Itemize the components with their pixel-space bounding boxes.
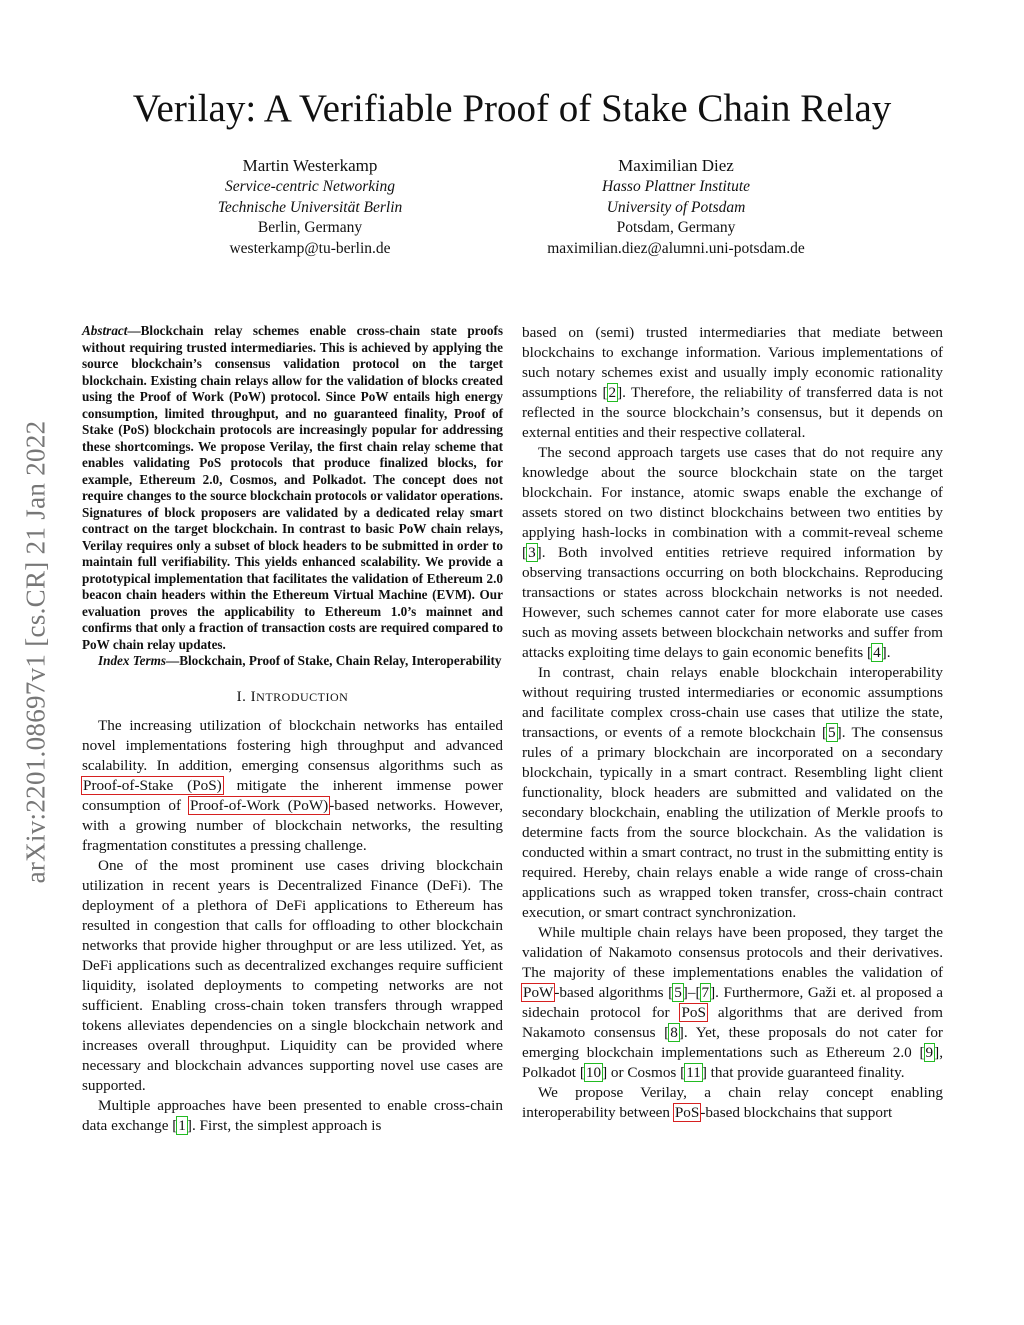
citation-link-3[interactable]: 3 [528, 544, 536, 561]
index-terms [82, 653, 503, 670]
intro-paragraph-5: In contrast, chain relays enable blockchain interoperability without requiring trusted intermediaries or economic assumptions and facilitate complex cross-chain use cases that utilize the state, transactions, or events of a remote blockchain [5]. The consensus rules of a primary blockchain are incorporated on a secondary blockchain, typically in a smart contract. Resembling light client functionality, block headers are submitted and validated on the secondary blockchain, enabling the utilization of Merkle proofs to determine facts from the source blockchain. As the validation is conducted within a smart contract, no trust in the submitting entity is required. Hereby, chain relays enable a wide range of cross-chain applications such as wrapped token transfer, cross-chain contract execution, or smart contract synchronization. [522, 664, 943, 921]
intro-paragraph-3-cont: based on (semi) trusted intermediaries that mediate between blockchains to exchange information. Various implementations of such notary schemes exist and usually imply economic rationality assumptions [2]. Therefore, the reliability of transferred data is not reflected in the source blockchain’s consensus, but it depends on external entities and their respective collateral. [522, 324, 943, 441]
author-name: Maximilian Diez [618, 156, 734, 175]
citation-link-9[interactable]: 9 [925, 1044, 934, 1061]
acronym-link-pow[interactable]: PoW [523, 984, 554, 1001]
intro-paragraph-1 [82, 716, 503, 856]
author-email[interactable]: maximilian.diez@alumni.uni-potsdam.de [547, 239, 805, 257]
author-block-1 [162, 155, 458, 259]
citation-link-1[interactable]: 1 [178, 1116, 186, 1134]
section-number: I. [236, 688, 251, 705]
index-terms-heading: Index Terms [98, 653, 167, 668]
text-run: -based networks. However, with a growing number of blockchain networks, the resulting fragmentation constitutes a pressing challenge. [82, 796, 503, 854]
text-run: Multiple approaches have been presented to enable cross-chain data exchange [82, 1096, 503, 1134]
text-run: While multiple chain relays have been proposed, they target the validation of Nakamoto consensus protocols and their derivatives. The majority of these implementations enables the validation of [522, 924, 943, 981]
abstract-text: —Blockchain relay schemes enable cross-chain state proofs without requiring trusted intermediaries. This is achieved by applying the source blockchain’s consensus validation protocol on the target blockchain. Existing chain relays allow for the validation of blocks created using the Proof of Work (PoW) protocol. Since PoW entails high energy consumption, limited throughput, and no guaranteed finality, Proof of Stake (PoS) blockchain protocols are increasingly popular for addressing these shortcomings. We propose Verilay, the first chain relay scheme that enables validating PoS protocols that produce finalized blocks, for example, Ethereum 2.0, Cosmos, and Polkadot. The concept does not require changes to the source blockchain protocols or validator operations. Signatures of block proposers are validated by a dedicated relay smart contract on the target blockchain. In contrast to basic PoW chain relays, Verilay requires only a subset of block headers to be submitted in order to maintain full verifiability. This yields enhanced scalability. We provide a prototypical implementation that facilitates the validation of Ethereum 2.0 beacon chain headers within the Ethereum Virtual Machine (EVM). Our evaluation proves the applicability to Ethereum 1.0’s mainnet and confirms that only a fraction of transaction costs are required compared to PoW chain relay updates. [82, 323, 503, 652]
acronym-link-pow[interactable]: Proof-of-Work (PoW) [189, 796, 329, 814]
left-column [82, 323, 503, 1136]
text-run: . Furthermore, Gaži et. al proposed a sidechain protocol for [522, 984, 943, 1021]
text-run: – [687, 984, 696, 1001]
section-heading-introduction [82, 689, 503, 706]
acronym-link-pos[interactable]: Proof-of-Stake (PoS) [83, 776, 222, 794]
text-run: We propose Verilay, a chain relay concept enabling interoperability between [522, 1084, 943, 1121]
citation-link-2[interactable]: 2 [608, 384, 617, 401]
acronym-link-pos[interactable]: PoS [674, 1104, 700, 1121]
text-run: algorithms that are derived from Nakamoto consensus [522, 1004, 943, 1041]
author-block-2 [527, 155, 825, 259]
abstract-heading: Abstract [82, 323, 128, 338]
text-run: . [886, 644, 891, 661]
intro-paragraph-6: While multiple chain relays have been proposed, they target the validation of Nakamoto consensus protocols and their derivatives. The majority of these implementations enables the validation of PoW-based algorithms [5]–[7]. Furthermore, Gaži et. al proposed a sidechain protocol for PoS algorithms that are derived from Nakamoto consensus [8]. Yet, these proposals do not cater for emerging blockchain implementations such as Ethereum 2.0 [9], Polkadot [10] or Cosmos [11] that provide guaranteed finality. [522, 924, 943, 1081]
text-run: -based algorithms [554, 984, 669, 1001]
section-title-initial: I [250, 688, 257, 705]
text-run: , Polkadot [522, 1044, 943, 1081]
abstract [82, 323, 503, 653]
text-run: The increasing utilization of blockchain networks has entailed novel implementations fostering high throughput and advanced scalability. In addition, emerging consensus algorithms such as [82, 716, 503, 774]
author-organization: Technische Universität Berlin [217, 198, 403, 216]
intro-paragraph-4: The second approach targets use cases that do not require any knowledge about the source blockchain state on the target blockchain. For instance, atomic swaps enable the exchange of assets stored on two distinct blockchains between two entities by applying hash-locks in combination with a commit-reveal scheme [3]. Both involved entities retrieve required information by observing transactions occurring on both blockchains. Reproducing transactions or states across blockchain networks is not needed. However, such schemes cannot cater for more elaborate use cases such as moving assets between blockchain networks and suffer from attacks exploiting time delays to gain economic benefits [4]. [522, 444, 943, 661]
text-run: The second approach targets use cases that do not require any knowledge about the source blockchain state on the target blockchain. For instance, atomic swaps enable the exchange of assets stored on two distinct blockchains between two entities by applying hash-locks in combination with a commit-reveal scheme [522, 444, 943, 541]
text-run: In contrast, chain relays enable blockchain interoperability without requiring trusted intermediaries or economic assumptions and facilitate complex cross-chain use cases that utilize the state, transactions, or events of a remote blockchain [522, 664, 943, 741]
intro-paragraph-3: Multiple approaches have been presented to enable cross-chain data exchange [1]. First, the simplest approach is [82, 1096, 503, 1134]
author-email[interactable]: westerkamp@tu-berlin.de [229, 239, 391, 257]
paper-title: Verilay: A Verifiable Proof of Stake Chain Relay [132, 87, 892, 130]
author-location: Berlin, Germany [257, 219, 363, 236]
author-location: Potsdam, Germany [616, 219, 736, 236]
index-terms-text: —Blockchain, Proof of Stake, Chain Relay, Interoperability [166, 653, 502, 668]
citation-link-4[interactable]: 4 [873, 644, 881, 661]
author-department: Hasso Plattner Institute [601, 178, 751, 195]
acronym-link-pos[interactable]: PoS [681, 1004, 706, 1021]
text-run: . Yet, these proposals do not cater for emerging blockchain implementations such as Ethereum 2.0 [522, 1024, 943, 1061]
author-organization: University of Potsdam [606, 198, 746, 216]
text-run: mitigate the inherent immense power consumption of [82, 776, 504, 814]
text-run: . First, the simplest approach is [191, 1116, 382, 1134]
intro-paragraph-7 [522, 1083, 943, 1123]
citation-link-5[interactable]: 5 [828, 724, 836, 741]
author-name: Martin Westerkamp [242, 156, 378, 175]
author-department: Service-centric Networking [224, 178, 395, 195]
text-run: that provide guaranteed finality. [706, 1064, 905, 1081]
text-run: -based blockchains that support [700, 1104, 893, 1121]
right-column [522, 323, 943, 1123]
text-run: or Cosmos [607, 1064, 681, 1081]
text-run: . The consensus rules of a primary blockchain are incorporated on a secondary blockchain, typically in a smart contract. Resembling light client functionality, block headers are submitted and validated on the secondary blockchain, enabling the utilization of Merkle proofs to determine facts from the source blockchain. As the validation is conducted within a smart contract, no trust in the submitting entity is required. Hereby, chain relays enable a wide range of cross-chain applications such as wrapped token transfer, cross-chain contract execution, or smart contract synchronization. [522, 724, 943, 921]
citation-link-7[interactable]: 7 [701, 984, 710, 1001]
citation-link-8[interactable]: 8 [670, 1024, 678, 1041]
arxiv-sidebar-stamp [14, 362, 58, 942]
citation-link-11[interactable]: 11 [686, 1064, 701, 1081]
citation-link-10[interactable]: 10 [585, 1064, 602, 1081]
section-title-rest: NTRODUCTION [256, 689, 349, 704]
text-run: . Both involved entities retrieve required information by observing transactions occurring on both blockchains. Reproducing transactions or states across blockchain networks is not needed. However, such schemes cannot cater for more elaborate use cases such as moving assets between blockchain networks and suffer from attacks exploiting time delays to gain economic benefits [522, 544, 943, 661]
text-run: . Therefore, the reliability of transferred data is not reflected in the source blockchain’s consensus, but it depends on external entities and their respective collateral. [522, 384, 943, 441]
citation-link-5[interactable]: 5 [674, 984, 682, 1001]
intro-paragraph-2: One of the most prominent use cases driving blockchain utilization in recent years is Decentralized Finance (DeFi). The deployment of a plethora of DeFi applications to Ethereum has resulted in congestion that calls for offloading to other blockchain networks that provide higher throughput or are less utilized. Yet, as DeFi applications such as decentralized exchanges require sufficient liquidity, isolated deployments to competing networks are not sufficient. Enabling cross-chain token transfers through wrapped tokens alleviates dependencies on a single blockchain network and increases overall throughput. Liquidity can be provided where necessary and blockchain advances supporting novel use cases are supported. [82, 856, 503, 1094]
text-run: based on (semi) trusted intermediaries that mediate between blockchains to exchange information. Various implementations of such notary schemes exist and usually imply economic rationality assumptions [522, 324, 943, 401]
arxiv-identifier[interactable]: arXiv:2201.08697v1 [cs.CR] 21 Jan 2022 [20, 420, 51, 884]
